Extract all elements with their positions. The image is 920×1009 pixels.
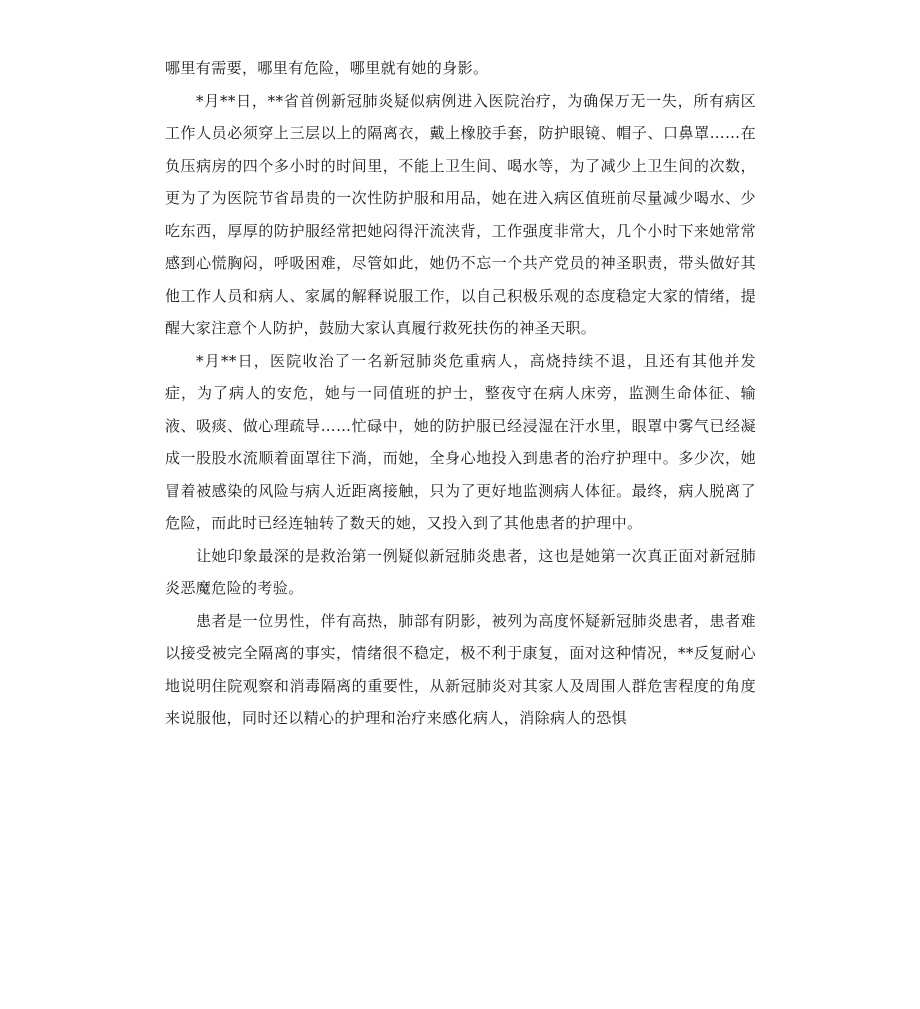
paragraph-1: 哪里有需要，哪里有危险，哪里就有她的身影。 <box>165 59 489 77</box>
paragraph-2: *月**日，**省首例新冠肺炎疑似病例进入医院治疗，为确保万无一失，所有病区工作人员必须穿上三层以上的隔离衣，戴上橡胶手套，防护眼镜、帽子、口鼻罩……在负压病房的四个多小时的时间里，不能上卫生间、喝水等，为了减少上卫生间的次数，更为了为医院节省昂贵的一次性防护服和用品，她在进入病区值班前尽量减少喝水、少吃东西，厚厚的防护服经常把她闷得汗流浃背，工作强度非常大，几个小时下来她常常感到心慌胸闷，呼吸困难，尽管如此，她仍不忘一个共产党员的神圣职责，带头做好其他工作人员和病人、家属的解释说服工作，以自己积极乐观的态度稳定大家的情绪，提醒大家注意个人防护，鼓励大家认真履行救死扶伤的神圣天职。 <box>165 91 756 337</box>
document-page <box>165 52 756 735</box>
paragraph-3: *月**日，医院收治了一名新冠肺炎危重病人，高烧持续不退，且还有其他并发症，为了病人的安危，她与一同值班的护士，整夜守在病人床旁，监测生命体征、输液、吸痰、做心理疏导……忙碌中，她的防护服已经浸湿在汗水里，眼罩中雾气已经凝成一股股水流顺着面罩往下淌，而她，全身心地投入到患者的治疗护理中。多少次，她冒着被感染的风险与病人近距离接触，只为了更好地监测病人体征。最终，病人脱离了危险，而此时已经连轴转了数天的她，又投入到了其他患者的护理中。 <box>165 351 756 532</box>
paragraph-4: 让她印象最深的是救治第一例疑似新冠肺炎患者，这也是她第一次真正面对新冠肺炎恶魔危险的考验。 <box>165 546 756 597</box>
paragraph-5: 患者是一位男性，伴有高热，肺部有阴影，被列为高度怀疑新冠肺炎患者，患者难以接受被完全隔离的事实，情绪很不稳定，极不利于康复，面对这种情况，**反复耐心地说明住院观察和消毒隔离的重要性，从新冠肺炎对其家人及周围人群危害程度的角度来说服他，同时还以精心的护理和治疗来感化病人，消除病人的恐惧 <box>165 611 756 727</box>
